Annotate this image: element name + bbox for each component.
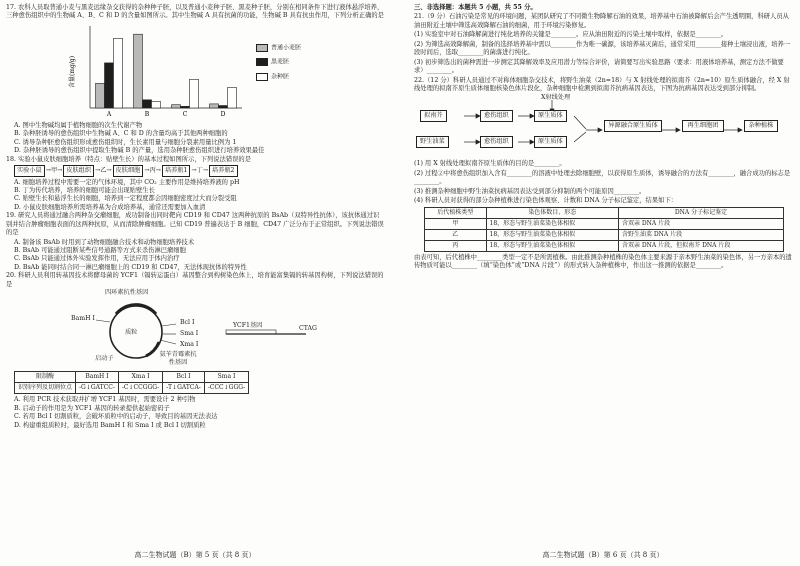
table-row [425, 218, 784, 229]
arrow-icon: →丁→ [191, 166, 208, 174]
resistance-label: 四环素抗性基因 [102, 288, 151, 297]
legend-item-hybrid [256, 73, 301, 82]
bar-chart [66, 22, 246, 122]
q17-option-d: D. 杂种胚诱导的愈伤组织中提取生物碱 B 的产量，选用杂种胚愈伤组织进行培养效果最佳 [14, 147, 265, 155]
promoter-label: 启动子 [95, 355, 114, 363]
q21-sub3: (3) 初步筛选出的菌种需进一步测定其降解效率及应用潜力等综合评价，请简要写出实验思路（要求：用液体培养基，测定方法不做要求）________。 [414, 58, 784, 75]
table-row [425, 229, 784, 240]
flow-step: 皮肤组织 [63, 165, 94, 176]
q22-flow-diagram [414, 94, 792, 160]
q18-option-d: D. 小鼠皮肤细胞培养所需培养基为合成培养基，通常还需要加入血清 [14, 203, 206, 211]
table-cell: -CCC↓GGG- [204, 383, 248, 394]
flow-regen: 再生细胞团 [682, 120, 724, 131]
q18-stem: 18. 实验小鼠皮肤细胞培养（特点：贴壁生长）的基本过程如图所示，下列说法错误的是 [6, 155, 252, 163]
flow-plant2: 野生油菜 [416, 136, 449, 147]
bar [219, 105, 228, 107]
q22-stem: 22.（12 分）科研人员通过不对称体细胞杂交技术，将野生油菜（2n=18）与 X 射线处理的拟南芥（2n=10）原生质体融合，经 X 射线处理的拟南芥原生质体细胞核染色体片段化，杂种细胞中检测到拟南芥抗病基因表达，下图为抗病基因表达受到部分抑制。 [414, 76, 790, 92]
q22-sub4: (4) 科研人员对获得的部分杂种植株进行染色体观察、计数和 DNA 分子标记鉴定，结果如下： [414, 197, 678, 205]
flow-plant1: 拟南芥 [420, 110, 447, 121]
q22-sub2: (2) 过程②中将愈伤组织加入含有________的溶液中处理去除细胞壁，以获得原生质体，诱导融合的方法有________，融合成功的标志是________。 [414, 169, 791, 186]
plasmid-label: 质粒 [125, 329, 138, 337]
table-cell: 识别序列及切割位点 [15, 383, 76, 394]
q19-stem: 19. 研究人员将通过融合两种杂交瘤细胞，成功制备出同时靶向 CD19 和 CD47 这两种抗原的 BsAb（双特异性抗体），该抗体通过识别并结合肿瘤细胞表面的这两种抗原，从而清除肿瘤细胞。已知 CD19 普遍表达于 B 细胞，CD47 广泛分布于正常组织。下列说法错误的是 [6, 212, 384, 237]
table-header: BamH I [76, 372, 119, 383]
flow-step: 培养瓶1 [162, 165, 191, 176]
table-header: Xma I [118, 372, 162, 383]
x-tick-label: C [182, 110, 188, 118]
marker-label: 氨苄青霉素抗性基因 [159, 351, 197, 366]
left-page [0, 0, 390, 566]
bar [134, 34, 143, 108]
table-cell: 含双亲 DNA 片段，但拟南芥 DNA 片段 [618, 240, 783, 251]
q18-flow [14, 165, 384, 176]
page-footer: 高二生物试题（B）第 5 页（共 8 页） [134, 550, 256, 559]
table-cell: 18，形态与野生油菜染色体相似 [486, 218, 618, 229]
q18-option-b: B. 丁为传代培养，培养的细胞可能会出现贴壁生长 [14, 186, 155, 194]
table-row [425, 240, 784, 251]
flow-proto1: 原生质体 [534, 110, 567, 121]
q18-option-a: A. 细胞培养过程中需要一定的气体环境，其中 CO₂ 主要作用是维持培养液的 pH [14, 178, 240, 186]
arrow-icon: →丙→ [144, 166, 161, 174]
arrow-icon: →乙→ [95, 166, 112, 174]
flow-step: 皮肤细胞 [113, 165, 144, 176]
q17-stem: 17. 农科人员取普通小麦与黑麦远缘杂交获得的杂种种子胚，以及普通小麦种子胚、黑麦种子胚，分别在相同条件下进行液体悬浮培养，三种愈伤组织中的生物碱 A、B、C 和 D 的含量如图所示。其中生物碱 A 具有抗菌的功能，生物碱 B 具有抗虫作用，下列分析正确的是 [6, 4, 384, 20]
bar [172, 105, 181, 108]
bar [152, 101, 161, 108]
flow-step: 实验小鼠 [14, 165, 45, 176]
x-tick-label: A [106, 110, 112, 118]
q20-option-c: C. 若用 Bcl I 切割质粒，会破坏质粒中的启动子，导致目的基因无法表达 [14, 413, 218, 421]
q20-stem: 20. 科研人员利用转基因技术将酵母菌的 YCF1（镉转运蛋白）基因整合到构树染色体上，培育能富集镉的转基因构树，下列说法错误的是 [6, 272, 384, 288]
bar [114, 38, 123, 108]
x-tick-label: D [220, 110, 226, 118]
table-cell: 18，形态与野生油菜染色体相似 [486, 240, 618, 251]
table-cell: 含野生油菜 DNA 片段 [618, 229, 783, 240]
legend-item-wheat [256, 44, 301, 53]
gene-label: YCF1基因 [233, 322, 263, 330]
table-header: Sma I [204, 372, 248, 383]
table-header: Bcl I [163, 372, 205, 383]
bar [105, 63, 114, 108]
bar [190, 79, 199, 108]
results-table [424, 207, 784, 252]
page-footer: 高二生物试题（B）第 6 页（共 8 页） [542, 550, 664, 559]
q22-after-table: 由表可知，后代植株中________类型一定不是所需植株。由此推测杂种植株的染色体主要来源于亲本野生油菜的染色体，另一方亲本的遗传物质可能以________（填“染色体”或“DNA 片段”）的形式转入杂种植株中，作出这一推测的依据是________。 [414, 253, 792, 270]
q22-sub1: (1) 用 X 射线处理拟南芥原生质体的目的是________。 [414, 160, 566, 168]
q18-option-c: C. 贴壁生长和悬浮生长的细胞，培养到一定程度都会因细胞密度过大而分裂受阻 [14, 195, 237, 203]
chart-legend [256, 44, 301, 88]
legend-label: 黑麦胚 [271, 58, 290, 66]
smai-label: Sma I [180, 330, 199, 338]
bar [210, 104, 219, 108]
bcli-label: Bcl I [180, 319, 195, 327]
table-cell: 甲 [425, 218, 487, 229]
q22-sub3: (3) 推测杂种细胞中野生油菜抗病基因表达受到部分抑制的两个可能原因________。 [414, 187, 646, 195]
q17-option-a: A. 图中生物碱均属于植物细胞的次生代谢产物 [14, 121, 143, 129]
arrow-icon: →甲→ [45, 166, 63, 174]
q17-option-c: C. 诱导杂种胚愈伤组织形成愈伤组织时，生长素用量与细胞分裂素用量比例为 1 [14, 138, 237, 146]
table-cell: -G↓GATCC- [76, 383, 119, 394]
right-page [408, 0, 798, 566]
q20-option-b: B. 启动子的作用是为 YCF1 基因的转录提供起始密码子 [14, 404, 170, 412]
q17-option-b: B. 杂种胚诱导的愈伤组织中生物碱 A、C 和 D 的含量均高于其他两种细胞的 [14, 130, 228, 138]
table-header: 限制酶 [15, 372, 76, 383]
table-header: 后代植株类型 [425, 207, 487, 218]
plasmid-diagram [6, 290, 384, 370]
q20-option-d: D. 构建重组质粒时，最好选用 BamH I 和 Sma I 或 Bcl I 切割质粒 [14, 421, 206, 429]
section-title: 三、非选择题：本题共 5 小题，共 55 分。 [414, 4, 537, 11]
q21-stem: 21.（9 分）石油污染是常见的环境问题，某团队研究了不同微生物降解石油的效果，培养基中石油被降解后会产生透明圈，科研人员从油田附近土壤中筛选高效降解石油的细菌，用于环境污染修复。 [414, 13, 789, 29]
flow-step: 培养瓶2 [209, 165, 238, 176]
legend-item-rye [256, 58, 301, 67]
flow-callus2: 愈伤组织 [480, 136, 513, 147]
table-header: 染色体数目、形态 [486, 207, 618, 218]
legend-label: 普通小麦胚 [271, 44, 302, 52]
table-cell: 丙 [425, 240, 487, 251]
q19-option-d: D. BsAb 能同时结合同一淋巴瘤细胞上的 CD19 和 CD47，无法体现抗体的特异性 [14, 263, 247, 271]
q17-chart [6, 22, 384, 122]
table-cell: -C↓CCGGG- [118, 383, 162, 394]
flow-hybrid: 杂种植株 [744, 120, 778, 131]
bar [96, 83, 105, 108]
q19-option-c: C. BsAb 只能通过体外实验发挥作用，无法应用于体内治疗 [14, 255, 180, 263]
q20-option-a: A. 利用 PCR 技术获取并扩增 YCF1 基因时，需要设计 2 种引物 [14, 396, 196, 404]
table-cell: 18，形态与野生油菜染色体相似 [486, 229, 618, 240]
q21-sub1: (1) 实验室中对石油降解菌进行纯化培养的关键是________。应从油田附近的污染土壤中取样，依据是________。 [414, 31, 728, 39]
flow-callus1: 愈伤组织 [480, 110, 513, 121]
table-header: DNA 分子标记鉴定 [618, 207, 783, 218]
y-axis-label: 含量(mg/g) [69, 55, 76, 88]
table-cell: 乙 [425, 229, 487, 240]
x-tick-label: B [144, 110, 150, 118]
enzyme-table [14, 371, 249, 394]
table-cell: -T↓GATCA- [163, 383, 205, 394]
flow-fused: 异源融合原生质体 [604, 120, 662, 131]
flow-xray: X射线处理 [541, 94, 571, 102]
flow-proto2: 原生质体 [534, 136, 567, 147]
xmai-label: Xma I [180, 341, 199, 349]
stop-label: CTAG [299, 325, 317, 333]
q19-option-b: B. BsAb 可能通过阻断某些信号通路等方式来杀伤淋巴瘤细胞 [14, 247, 186, 254]
table-cell: 含双亲 DNA 片段 [618, 218, 783, 229]
bar [228, 87, 237, 108]
bar [181, 106, 190, 108]
q19-option-a: A. 制备该 BsAb 时用到了动物细胞融合技术和动物细胞培养技术 [14, 238, 195, 246]
bamhi-label: BamH I [71, 315, 95, 323]
q21-sub2: (2) 为筛选高效降解菌，制备的选择培养基中需以________作为唯一碳源，该培养基灭菌后，通常采用________接种土壤浸出液，培养一段时间后，选取________的菌落进行纯化。 [414, 40, 791, 57]
legend-label: 杂种胚 [271, 73, 290, 81]
bar [143, 100, 152, 108]
